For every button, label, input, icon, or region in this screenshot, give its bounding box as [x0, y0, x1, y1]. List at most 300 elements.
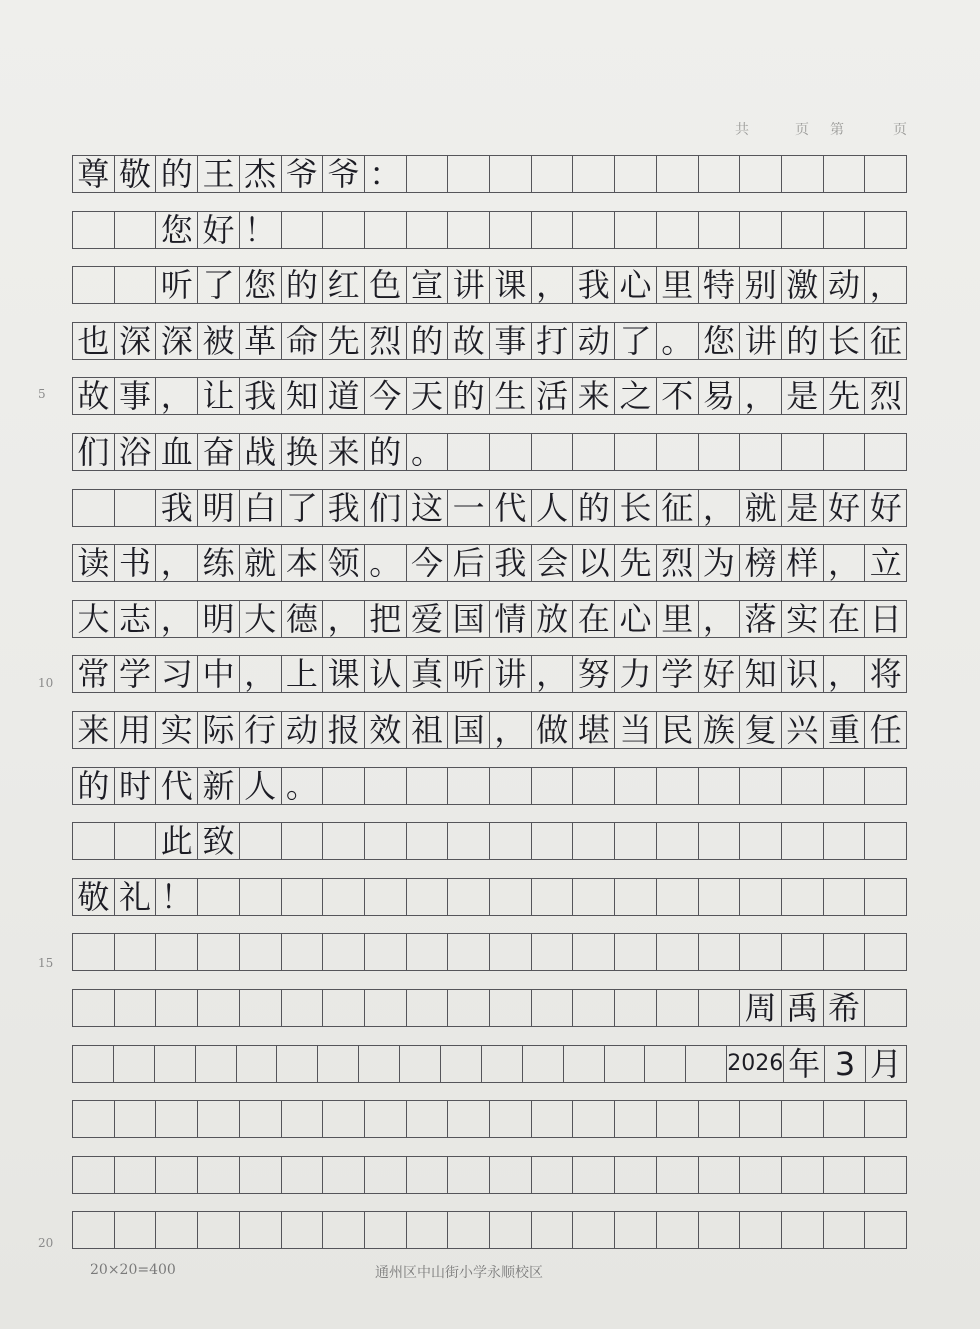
grid-cell: 以 [573, 544, 615, 582]
grid-cell: 战 [240, 433, 282, 471]
grid-cell [237, 1045, 278, 1083]
grid-cell: 人 [532, 489, 574, 527]
grid-cell [782, 767, 824, 805]
grid-cell: 们 [73, 433, 115, 471]
grid-cell: 力 [615, 655, 657, 693]
grid-cell [115, 933, 157, 971]
grid-cell: 动 [573, 322, 615, 360]
grid-cell [198, 933, 240, 971]
grid-cell [573, 1100, 615, 1138]
grid-cell: ， [156, 377, 198, 415]
grid-row [72, 211, 907, 249]
grid-cell: 深 [115, 322, 157, 360]
grid-cell: 一 [448, 489, 490, 527]
grid-cell [615, 1156, 657, 1194]
grid-cell: ！ [240, 211, 282, 249]
header-ordinal: 第 [830, 122, 844, 138]
grid-cell [865, 989, 907, 1027]
grid-cell [532, 989, 574, 1027]
grid-cell: 课 [490, 266, 532, 304]
grid-cell: 放 [532, 600, 574, 638]
grid-cell: 志 [115, 600, 157, 638]
grid-cell [407, 1156, 449, 1194]
grid-cell [532, 1100, 574, 1138]
grid-cell [645, 1045, 686, 1083]
grid-row [72, 155, 907, 193]
grid-cell: 后 [448, 544, 490, 582]
grid-cell [657, 433, 699, 471]
grid-cell [865, 933, 907, 971]
grid-cell: 了 [615, 322, 657, 360]
grid-cell [824, 933, 866, 971]
grid-cell: 代 [490, 489, 532, 527]
grid-cell: ， [240, 655, 282, 693]
grid-cell: 。 [282, 767, 324, 805]
grid-cell: 讲 [448, 266, 490, 304]
grid-cell [448, 822, 490, 860]
grid-cell: ， [156, 600, 198, 638]
grid-cell [365, 211, 407, 249]
grid-cell: 尊 [73, 155, 115, 193]
line-number-15: 15 [38, 956, 54, 970]
grid-cell: 事 [115, 377, 157, 415]
grid-cell [615, 1100, 657, 1138]
grid-cell [323, 822, 365, 860]
grid-cell [115, 1156, 157, 1194]
grid-cell [865, 878, 907, 916]
grid-cell: 重 [824, 711, 866, 749]
header-page: 页 [795, 122, 809, 138]
grid-cell [73, 933, 115, 971]
grid-cell: 就 [740, 489, 782, 527]
grid-cell [782, 1156, 824, 1194]
grid-cell: ， [699, 600, 741, 638]
grid-cell [657, 1211, 699, 1249]
grid-cell [282, 1156, 324, 1194]
grid-cell: 里 [657, 266, 699, 304]
grid-cell: ： [365, 155, 407, 193]
grid-cell [365, 767, 407, 805]
grid-cell: 的 [156, 155, 198, 193]
grid-cell: 好 [865, 489, 907, 527]
grid-cell [448, 1156, 490, 1194]
line-number-10: 10 [38, 676, 54, 690]
grid-cell [740, 1100, 782, 1138]
grid-cell [657, 878, 699, 916]
grid-cell: 致 [198, 822, 240, 860]
grid-cell [740, 767, 782, 805]
grid-cell [740, 211, 782, 249]
grid-cell: 的 [448, 377, 490, 415]
grid-cell [73, 489, 115, 527]
grid-cell [699, 767, 741, 805]
grid-cell [365, 933, 407, 971]
grid-cell [657, 1156, 699, 1194]
grid-cell [615, 211, 657, 249]
grid-cell [407, 989, 449, 1027]
grid-cell: 年 [784, 1045, 825, 1083]
grid-cell: 爱 [407, 600, 449, 638]
grid-cell [699, 878, 741, 916]
grid-cell: 长 [824, 322, 866, 360]
grid-cell [615, 989, 657, 1027]
grid-cell [240, 1156, 282, 1194]
grid-cell: 效 [365, 711, 407, 749]
grid-cell: 深 [156, 322, 198, 360]
line-number-5: 5 [38, 387, 46, 401]
grid-cell [323, 767, 365, 805]
grid-cell: 民 [657, 711, 699, 749]
grid-cell [782, 878, 824, 916]
grid-cell: 色 [365, 266, 407, 304]
grid-cell: 白 [240, 489, 282, 527]
grid-cell: 时 [115, 767, 157, 805]
grid-row [72, 822, 907, 860]
grid-cell [573, 822, 615, 860]
grid-cell [699, 211, 741, 249]
grid-cell: 任 [865, 711, 907, 749]
grid-cell: 在 [573, 600, 615, 638]
grid-cell: 样 [782, 544, 824, 582]
grid-cell: 3 [825, 1045, 866, 1083]
grid-cell: 会 [532, 544, 574, 582]
grid-cell [115, 211, 157, 249]
grid-cell [240, 989, 282, 1027]
grid-cell: 来 [73, 711, 115, 749]
grid-cell: 之 [615, 377, 657, 415]
grid-cell: ！ [156, 878, 198, 916]
grid-cell [407, 767, 449, 805]
grid-cell: 明 [198, 489, 240, 527]
grid-cell: 的 [407, 322, 449, 360]
grid-cell [740, 433, 782, 471]
grid-cell: ， [532, 266, 574, 304]
grid-cell [615, 433, 657, 471]
grid-cell: 今 [407, 544, 449, 582]
grid-cell: 打 [532, 322, 574, 360]
grid-cell [824, 155, 866, 193]
grid-cell: 红 [323, 266, 365, 304]
grid-cell: 了 [282, 489, 324, 527]
grid-row [72, 655, 907, 693]
grid-cell: 听 [448, 655, 490, 693]
grid-cell [824, 1100, 866, 1138]
grid-count: 20×20=400 [90, 1262, 176, 1278]
grid-cell: 征 [865, 322, 907, 360]
grid-cell: 宣 [407, 266, 449, 304]
grid-cell: 做 [532, 711, 574, 749]
grid-cell: 烈 [865, 377, 907, 415]
grid-cell [573, 155, 615, 193]
grid-cell: 复 [740, 711, 782, 749]
grid-cell [657, 211, 699, 249]
grid-cell [782, 211, 824, 249]
grid-cell [490, 1100, 532, 1138]
grid-cell: 大 [240, 600, 282, 638]
grid-row [72, 544, 907, 582]
grid-cell: 大 [73, 600, 115, 638]
grid-cell: ， [699, 489, 741, 527]
grid-cell [407, 1211, 449, 1249]
grid-cell [448, 433, 490, 471]
grid-cell: 练 [198, 544, 240, 582]
grid-cell: 奋 [198, 433, 240, 471]
grid-cell: 您 [240, 266, 282, 304]
grid-cell [532, 1211, 574, 1249]
grid-cell: 王 [198, 155, 240, 193]
grid-cell: 榜 [740, 544, 782, 582]
grid-cell [400, 1045, 441, 1083]
grid-cell [699, 1211, 741, 1249]
grid-cell [240, 1100, 282, 1138]
grid-row [72, 489, 907, 527]
grid-cell [490, 433, 532, 471]
grid-cell: 就 [240, 544, 282, 582]
grid-cell: 落 [740, 600, 782, 638]
grid-cell: ， [323, 600, 365, 638]
grid-row [72, 878, 907, 916]
grid-cell [198, 1156, 240, 1194]
grid-cell: ， [740, 377, 782, 415]
grid-cell [699, 933, 741, 971]
grid-cell: 不 [657, 377, 699, 415]
grid-cell [532, 878, 574, 916]
grid-cell: 认 [365, 655, 407, 693]
grid-cell: 爷 [323, 155, 365, 193]
grid-cell: 来 [573, 377, 615, 415]
grid-cell [365, 1156, 407, 1194]
grid-cell: 族 [699, 711, 741, 749]
grid-cell [657, 155, 699, 193]
grid-cell: 事 [490, 322, 532, 360]
grid-cell: 本 [282, 544, 324, 582]
grid-cell [490, 1211, 532, 1249]
grid-cell: 这 [407, 489, 449, 527]
grid-cell [155, 1045, 196, 1083]
grid-cell [407, 933, 449, 971]
grid-cell [605, 1045, 646, 1083]
grid-cell [532, 822, 574, 860]
grid-row [72, 600, 907, 638]
grid-cell [240, 822, 282, 860]
grid-cell: 祖 [407, 711, 449, 749]
grid-cell [448, 878, 490, 916]
grid-cell: 天 [407, 377, 449, 415]
grid-cell [824, 1156, 866, 1194]
grid-row [72, 1211, 907, 1249]
grid-cell [573, 989, 615, 1027]
grid-cell: 动 [824, 266, 866, 304]
grid-cell [282, 1100, 324, 1138]
grid-cell [73, 211, 115, 249]
grid-cell: 为 [699, 544, 741, 582]
grid-cell: 长 [615, 489, 657, 527]
grid-row [72, 1045, 907, 1083]
grid-cell [865, 1156, 907, 1194]
grid-cell [282, 822, 324, 860]
grid-cell [448, 933, 490, 971]
grid-cell [198, 878, 240, 916]
grid-cell [365, 1100, 407, 1138]
grid-cell [657, 989, 699, 1027]
grid-cell [573, 1211, 615, 1249]
school-name: 通州区中山街小学永顺校区 [375, 1265, 543, 1281]
grid-cell [198, 1100, 240, 1138]
grid-cell: 爷 [282, 155, 324, 193]
grid-cell [323, 211, 365, 249]
grid-cell [686, 1045, 727, 1083]
grid-row [72, 1156, 907, 1194]
grid-cell [277, 1045, 318, 1083]
grid-cell [359, 1045, 400, 1083]
grid-cell: 真 [407, 655, 449, 693]
grid-cell: 您 [699, 322, 741, 360]
header-page-2: 页 [893, 122, 907, 138]
grid-cell [73, 1211, 115, 1249]
grid-cell [115, 489, 157, 527]
grid-cell: 了 [198, 266, 240, 304]
grid-cell: 好 [824, 489, 866, 527]
grid-cell [198, 1211, 240, 1249]
grid-cell [615, 767, 657, 805]
grid-cell: 课 [323, 655, 365, 693]
grid-cell: 实 [782, 600, 824, 638]
grid-cell: 国 [448, 600, 490, 638]
grid-cell [282, 878, 324, 916]
grid-cell [699, 155, 741, 193]
grid-cell [490, 767, 532, 805]
grid-cell [156, 933, 198, 971]
grid-cell [407, 155, 449, 193]
grid-cell: 浴 [115, 433, 157, 471]
grid-cell: 先 [824, 377, 866, 415]
grid-cell [865, 1100, 907, 1138]
grid-cell: 们 [365, 489, 407, 527]
grid-cell: 动 [282, 711, 324, 749]
grid-cell [782, 1100, 824, 1138]
grid-cell: ， [490, 711, 532, 749]
grid-cell [240, 1211, 282, 1249]
grid-cell [824, 878, 866, 916]
grid-cell: 特 [699, 266, 741, 304]
grid-cell [523, 1045, 564, 1083]
grid-cell: 心 [615, 600, 657, 638]
grid-cell [323, 1211, 365, 1249]
grid-cell: 我 [240, 377, 282, 415]
line-number-20: 20 [38, 1236, 54, 1250]
grid-cell [441, 1045, 482, 1083]
grid-cell: 报 [323, 711, 365, 749]
grid-cell [240, 933, 282, 971]
grid-cell: 用 [115, 711, 157, 749]
grid-cell [448, 211, 490, 249]
grid-row [72, 377, 907, 415]
grid-cell [323, 878, 365, 916]
grid-cell [532, 1156, 574, 1194]
grid-cell: 故 [73, 377, 115, 415]
grid-cell [865, 433, 907, 471]
grid-cell [156, 989, 198, 1027]
grid-cell: 希 [824, 989, 866, 1027]
grid-cell: 际 [198, 711, 240, 749]
grid-cell: 好 [198, 211, 240, 249]
grid-cell [490, 822, 532, 860]
grid-cell [615, 878, 657, 916]
grid-cell: 知 [282, 377, 324, 415]
grid-cell: 征 [657, 489, 699, 527]
header-total: 共 [735, 122, 749, 138]
grid-row [72, 989, 907, 1027]
grid-cell [407, 878, 449, 916]
grid-cell: 让 [198, 377, 240, 415]
grid-cell [73, 266, 115, 304]
grid-cell: ， [865, 266, 907, 304]
grid-cell: 当 [615, 711, 657, 749]
grid-cell [865, 822, 907, 860]
grid-row [72, 711, 907, 749]
grid-cell [318, 1045, 359, 1083]
grid-cell: 习 [156, 655, 198, 693]
grid-cell [865, 155, 907, 193]
grid-cell: 礼 [115, 878, 157, 916]
grid-cell: 知 [740, 655, 782, 693]
grid-cell: 将 [865, 655, 907, 693]
grid-cell [699, 1156, 741, 1194]
grid-cell [740, 1211, 782, 1249]
grid-cell: 血 [156, 433, 198, 471]
grid-cell [240, 878, 282, 916]
grid-cell: 换 [282, 433, 324, 471]
grid-cell [323, 1156, 365, 1194]
grid-cell: 讲 [740, 322, 782, 360]
grid-cell: ， [532, 655, 574, 693]
grid-cell [196, 1045, 237, 1083]
grid-cell [699, 433, 741, 471]
grid-cell [490, 1156, 532, 1194]
grid-cell: 心 [615, 266, 657, 304]
grid-cell: 的 [365, 433, 407, 471]
grid-row [72, 433, 907, 471]
grid-cell: 听 [156, 266, 198, 304]
grid-cell: 行 [240, 711, 282, 749]
grid-cell: 先 [323, 322, 365, 360]
grid-cell [73, 1045, 114, 1083]
grid-cell: ， [824, 544, 866, 582]
grid-cell [282, 933, 324, 971]
grid-cell [448, 989, 490, 1027]
grid-cell [573, 878, 615, 916]
grid-cell: 先 [615, 544, 657, 582]
grid-cell [740, 933, 782, 971]
grid-cell [699, 822, 741, 860]
grid-cell [323, 933, 365, 971]
grid-cell [482, 1045, 523, 1083]
grid-cell: 识 [782, 655, 824, 693]
grid-cell [73, 1156, 115, 1194]
grid-cell: 好 [699, 655, 741, 693]
grid-cell [448, 155, 490, 193]
grid-cell [198, 989, 240, 1027]
grid-cell: 烈 [365, 322, 407, 360]
grid-cell [824, 211, 866, 249]
grid-cell: ， [824, 655, 866, 693]
grid-cell: 来 [323, 433, 365, 471]
grid-cell [615, 155, 657, 193]
grid-cell [782, 1211, 824, 1249]
grid-cell: 书 [115, 544, 157, 582]
grid-cell: 领 [323, 544, 365, 582]
grid-cell: 烈 [657, 544, 699, 582]
